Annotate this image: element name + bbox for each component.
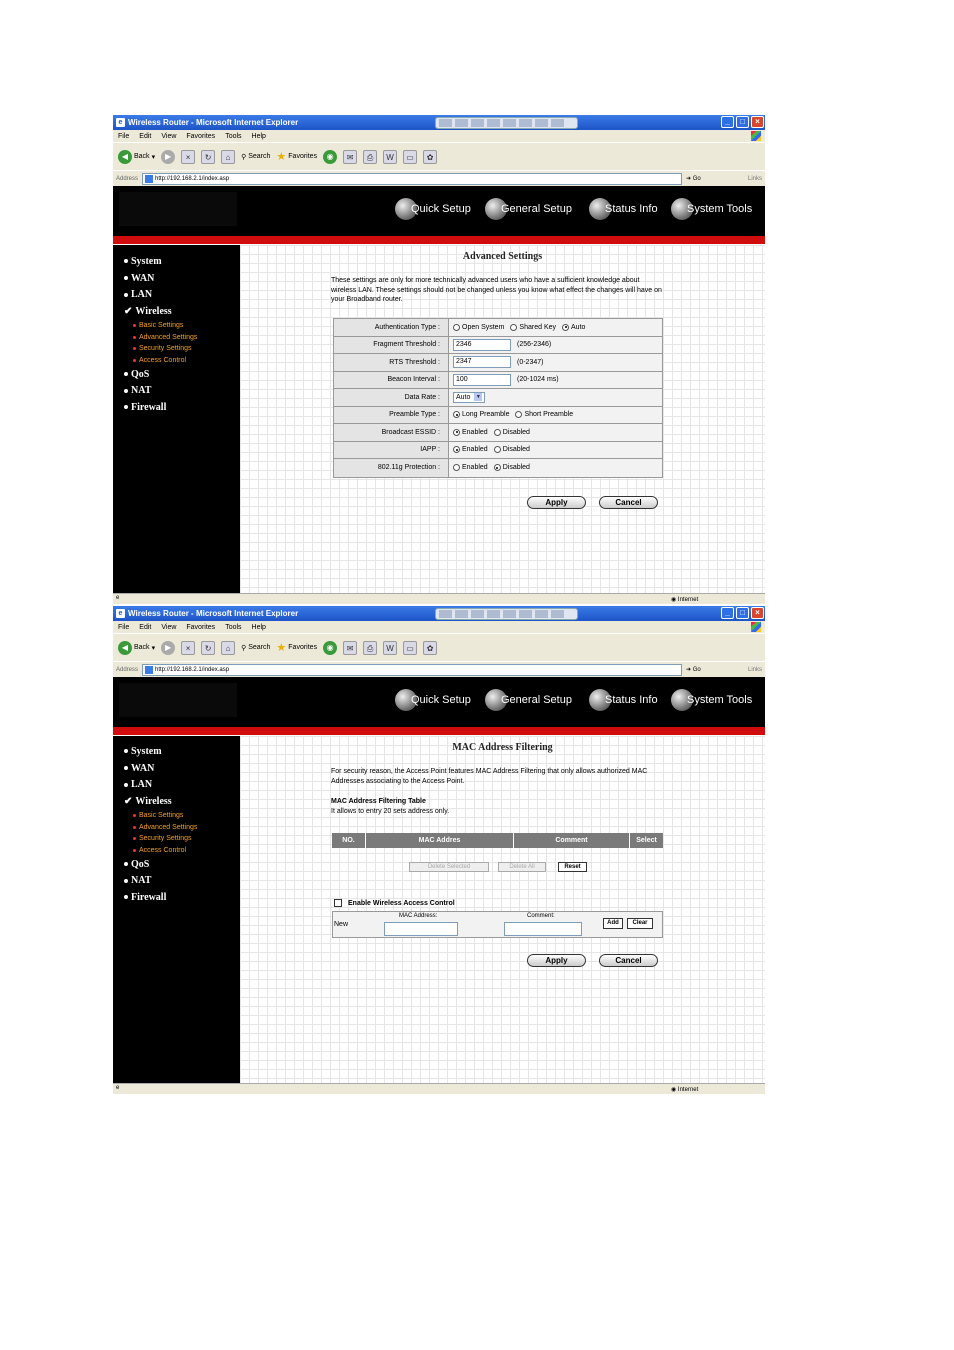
menu-view[interactable]: View xyxy=(161,132,177,140)
title-bar xyxy=(113,115,765,130)
fragment-threshold-input[interactable]: 2346 xyxy=(453,339,511,351)
row-data-rate: Data Rate : Auto ▼ xyxy=(334,389,662,407)
page-title: Advanced Settings xyxy=(462,251,543,262)
sidebar-item-lan[interactable]: LAN xyxy=(113,776,240,793)
sidebar-item-wan[interactable]: WAN xyxy=(113,760,240,777)
nav-system-tools[interactable]: System Tools xyxy=(671,198,752,220)
sidebar-sub-security[interactable]: Security Settings xyxy=(113,833,240,845)
menu-bar xyxy=(113,621,765,633)
search-icon: ⚲ xyxy=(241,153,247,161)
table-title: MAC Address Filtering Table xyxy=(331,798,426,805)
router-banner xyxy=(113,186,765,236)
messenger-icon[interactable]: ✿ xyxy=(423,641,437,655)
back-arrow-icon: ◀ xyxy=(118,150,132,164)
sidebar-sub-basic[interactable]: Basic Settings xyxy=(113,320,240,332)
ie-icon: e xyxy=(116,609,125,618)
mac-address-input[interactable] xyxy=(384,922,458,936)
ie-icon: e xyxy=(116,118,125,127)
comment-field-label: Comment: xyxy=(527,913,555,919)
sidebar-item-nat[interactable]: NAT xyxy=(113,382,240,399)
forward-button[interactable] xyxy=(161,641,175,655)
enable-access-control[interactable]: Enable Wireless Access Control xyxy=(334,899,455,907)
row-broadcast-essid: Broadcast ESSID : Enabled Disabled xyxy=(334,424,662,442)
internet-zone: ◉ Internet xyxy=(671,597,699,603)
stop-icon[interactable]: × xyxy=(181,150,195,164)
status-bar xyxy=(113,1083,765,1094)
menu-favorites[interactable]: Favorites xyxy=(186,623,216,631)
folder-icon[interactable]: ▭ xyxy=(403,641,417,655)
mail-icon[interactable]: ✉ xyxy=(343,641,357,655)
mac-table-header xyxy=(332,833,663,848)
sidebar-item-firewall[interactable]: Firewall xyxy=(113,399,240,416)
nav-quick-setup[interactable]: Quick Setup xyxy=(395,689,471,711)
edit-icon[interactable]: W xyxy=(383,641,397,655)
data-rate-select[interactable]: Auto ▼ xyxy=(453,392,485,403)
home-icon[interactable]: ⌂ xyxy=(221,641,235,655)
row-fragment-threshold: Fragment Threshold : 2346 (256-2346) xyxy=(334,337,662,355)
minimize-icon[interactable]: _ xyxy=(721,116,734,128)
close-icon[interactable]: × xyxy=(751,116,764,128)
radio-protection-enabled[interactable]: Enabled xyxy=(453,464,488,471)
taskbar-tray-icons xyxy=(435,117,578,129)
sidebar-sub-access[interactable]: Access Control xyxy=(113,844,240,856)
favorites-button[interactable]: ★ Favorites xyxy=(276,151,318,163)
favorites-button[interactable]: ★ Favorites xyxy=(276,642,318,654)
sidebar xyxy=(113,245,240,593)
menu-edit[interactable]: Edit xyxy=(139,623,152,631)
new-label: New xyxy=(334,921,349,928)
menu-tools[interactable]: Tools xyxy=(225,132,242,140)
brand-logo xyxy=(119,192,237,226)
page-icon: e xyxy=(116,1085,120,1091)
delete-selected-button[interactable]: Delete Selected xyxy=(409,862,489,872)
row-iapp: IAPP : Enabled Disabled xyxy=(334,442,662,460)
menu-help[interactable]: Help xyxy=(251,623,266,631)
print-icon[interactable]: ⎙ xyxy=(363,641,377,655)
mail-icon[interactable]: ✉ xyxy=(343,150,357,164)
title-bar xyxy=(113,606,765,621)
star-icon: ★ xyxy=(276,151,287,163)
radio-protection-disabled[interactable]: Disabled xyxy=(494,464,530,471)
url-input[interactable]: http://192.168.2.1/index.asp xyxy=(142,173,682,185)
sidebar-sub-security[interactable]: Security Settings xyxy=(113,343,240,355)
delete-all-button[interactable]: Delete All xyxy=(498,862,546,872)
menu-bar xyxy=(113,130,765,142)
print-icon[interactable]: ⎙ xyxy=(363,150,377,164)
sidebar-item-nat[interactable]: NAT xyxy=(113,872,240,889)
radio-essid-enabled[interactable]: Enabled xyxy=(453,429,488,436)
toolbar xyxy=(113,633,765,661)
sidebar-sub-advanced[interactable]: Advanced Settings xyxy=(113,331,240,343)
cancel-button[interactable]: Cancel xyxy=(599,954,658,967)
address-bar xyxy=(113,661,765,677)
sidebar-item-lan[interactable]: LAN xyxy=(113,286,240,303)
window-title: Wireless Router - Microsoft Internet Explorer xyxy=(128,609,299,618)
radio-open-system[interactable]: Open System xyxy=(453,324,504,331)
sidebar-sub-advanced[interactable]: Advanced Settings xyxy=(113,821,240,833)
radio-essid-disabled[interactable]: Disabled xyxy=(494,429,530,436)
row-beacon-interval: Beacon Interval : 100 (20-1024 ms) xyxy=(334,372,662,390)
radio-shared-key[interactable]: Shared Key xyxy=(510,324,556,331)
page-icon: e xyxy=(116,595,120,601)
table-note: It allows to entry 20 sets address only. xyxy=(331,808,450,815)
page-title: MAC Address Filtering xyxy=(452,742,553,753)
router-banner xyxy=(113,677,765,727)
messenger-icon[interactable]: ✿ xyxy=(423,150,437,164)
nav-general-setup[interactable]: General Setup xyxy=(485,198,572,220)
sidebar-item-wireless[interactable]: ✔ Wireless xyxy=(124,795,172,807)
browser-window-mac-filter xyxy=(113,606,765,1094)
brand-logo xyxy=(119,683,237,717)
taskbar-tray-icons xyxy=(435,608,578,620)
col-no: NO. xyxy=(332,833,366,848)
window-title: Wireless Router - Microsoft Internet Explorer xyxy=(128,118,299,127)
row-preamble-type: Preamble Type : Long Preamble Short Preamble xyxy=(334,407,662,425)
close-icon[interactable]: × xyxy=(751,607,764,619)
row-auth-type: Authentication Type : Open System Shared Key Auto xyxy=(334,319,662,337)
sidebar-item-qos[interactable]: QoS xyxy=(113,856,240,873)
sidebar-item-wireless[interactable]: ✔ Wireless xyxy=(124,305,172,317)
star-icon: ★ xyxy=(276,642,287,654)
go-button[interactable]: ➜ Go xyxy=(686,176,701,182)
forward-arrow-icon: ▶ xyxy=(161,150,175,164)
go-button[interactable]: ➜ Go xyxy=(686,667,701,673)
links-button[interactable]: Links xyxy=(747,666,762,673)
stop-icon[interactable]: × xyxy=(181,641,195,655)
check-icon: ✔ xyxy=(124,305,133,317)
back-button[interactable]: ◀ Back ▾ xyxy=(118,641,155,655)
sidebar-sub-basic[interactable]: Basic Settings xyxy=(113,810,240,822)
enable-checkbox[interactable] xyxy=(334,899,342,907)
menu-edit[interactable]: Edit xyxy=(139,132,152,140)
content-area xyxy=(240,245,765,593)
radio-iapp-disabled[interactable]: Disabled xyxy=(494,446,530,453)
menu-file[interactable]: File xyxy=(118,132,130,140)
sidebar-item-system[interactable]: System xyxy=(113,253,240,270)
url-input[interactable]: http://192.168.2.1/index.asp xyxy=(142,664,682,676)
radio-long-preamble[interactable]: Long Preamble xyxy=(453,411,509,418)
apply-button[interactable]: Apply xyxy=(527,954,586,967)
sidebar-sub-access[interactable]: Access Control xyxy=(113,354,240,366)
red-divider xyxy=(113,236,765,244)
radio-short-preamble[interactable]: Short Preamble xyxy=(515,411,573,418)
back-button[interactable]: ◀ Back ▾ xyxy=(118,150,155,164)
menu-help[interactable]: Help xyxy=(251,132,266,140)
menu-tools[interactable]: Tools xyxy=(225,623,242,631)
windows-flag-icon xyxy=(751,131,761,141)
nav-general-setup[interactable]: General Setup xyxy=(485,689,572,711)
red-divider xyxy=(113,727,765,735)
settings-table xyxy=(333,318,663,478)
forward-arrow-icon: ▶ xyxy=(161,641,175,655)
rts-threshold-input[interactable]: 2347 xyxy=(453,356,511,368)
home-icon[interactable]: ⌂ xyxy=(221,150,235,164)
chevron-down-icon: ▼ xyxy=(475,394,481,401)
mac-field-label: MAC Address: xyxy=(399,913,438,919)
folder-icon[interactable]: ▭ xyxy=(403,150,417,164)
menu-view[interactable]: View xyxy=(161,623,177,631)
content-area xyxy=(240,736,765,1083)
menu-file[interactable]: File xyxy=(118,623,130,631)
check-icon: ✔ xyxy=(124,795,133,807)
nav-quick-setup[interactable]: Quick Setup xyxy=(395,198,471,220)
browser-window-advanced xyxy=(113,115,765,604)
sidebar-item-system[interactable]: System xyxy=(113,743,240,760)
row-80211g-protection: 802.11g Protection : Enabled Disabled xyxy=(334,459,662,477)
sidebar-item-qos[interactable]: QoS xyxy=(113,366,240,383)
toolbar xyxy=(113,142,765,170)
refresh-icon[interactable]: ↻ xyxy=(201,641,215,655)
reset-button[interactable]: Reset xyxy=(558,862,587,872)
windows-flag-icon xyxy=(751,622,761,632)
beacon-interval-input[interactable]: 100 xyxy=(453,374,511,386)
address-label: Address xyxy=(116,666,139,673)
refresh-icon[interactable]: ↻ xyxy=(201,150,215,164)
status-bar xyxy=(113,593,765,604)
menu-favorites[interactable]: Favorites xyxy=(186,132,216,140)
search-icon: ⚲ xyxy=(241,644,247,652)
cancel-button[interactable]: Cancel xyxy=(599,496,658,509)
address-bar xyxy=(113,170,765,186)
nav-status-info[interactable]: Status Info xyxy=(589,198,658,220)
nav-status-info[interactable]: Status Info xyxy=(589,689,658,711)
minimize-icon[interactable]: _ xyxy=(721,607,734,619)
links-button[interactable]: Links xyxy=(747,175,762,182)
row-rts-threshold: RTS Threshold : 2347 (0-2347) xyxy=(334,354,662,372)
media-icon[interactable]: ◉ xyxy=(323,641,337,655)
maximize-icon[interactable]: □ xyxy=(736,607,749,619)
address-label: Address xyxy=(116,175,139,182)
nav-system-tools[interactable]: System Tools xyxy=(671,689,752,711)
page-description: For security reason, the Access Point features MAC Address Filtering that only allows authorized MAC Addresses associating to the Access Point. xyxy=(331,768,648,785)
comment-input[interactable] xyxy=(504,922,582,936)
forward-button[interactable] xyxy=(161,150,175,164)
maximize-icon[interactable]: □ xyxy=(736,116,749,128)
col-comment: Comment xyxy=(514,833,630,848)
col-mac: MAC Addres xyxy=(366,833,514,848)
edit-icon[interactable]: W xyxy=(383,150,397,164)
sidebar-item-firewall[interactable]: Firewall xyxy=(113,889,240,906)
search-button[interactable]: ⚲ Search xyxy=(241,153,271,161)
internet-zone: ◉ Internet xyxy=(671,1087,699,1093)
back-arrow-icon: ◀ xyxy=(118,641,132,655)
clear-button[interactable]: Clear xyxy=(627,918,653,929)
media-icon[interactable]: ◉ xyxy=(323,150,337,164)
search-button[interactable]: ⚲ Search xyxy=(241,644,271,652)
radio-iapp-enabled[interactable]: Enabled xyxy=(453,446,488,453)
apply-button[interactable]: Apply xyxy=(527,496,586,509)
new-entry-row xyxy=(332,911,663,938)
page-description: These settings are only for more technically advanced users who have a sufficient knowledge about wireless LAN. These settings should not be changed unless you know what effect the changes will have on your Broadband router. xyxy=(331,277,662,303)
sidebar-item-wan[interactable]: WAN xyxy=(113,270,240,287)
sidebar xyxy=(113,736,240,1083)
col-select: Select xyxy=(636,837,657,844)
add-button[interactable]: Add xyxy=(603,918,623,929)
radio-auto[interactable]: Auto xyxy=(562,324,585,331)
